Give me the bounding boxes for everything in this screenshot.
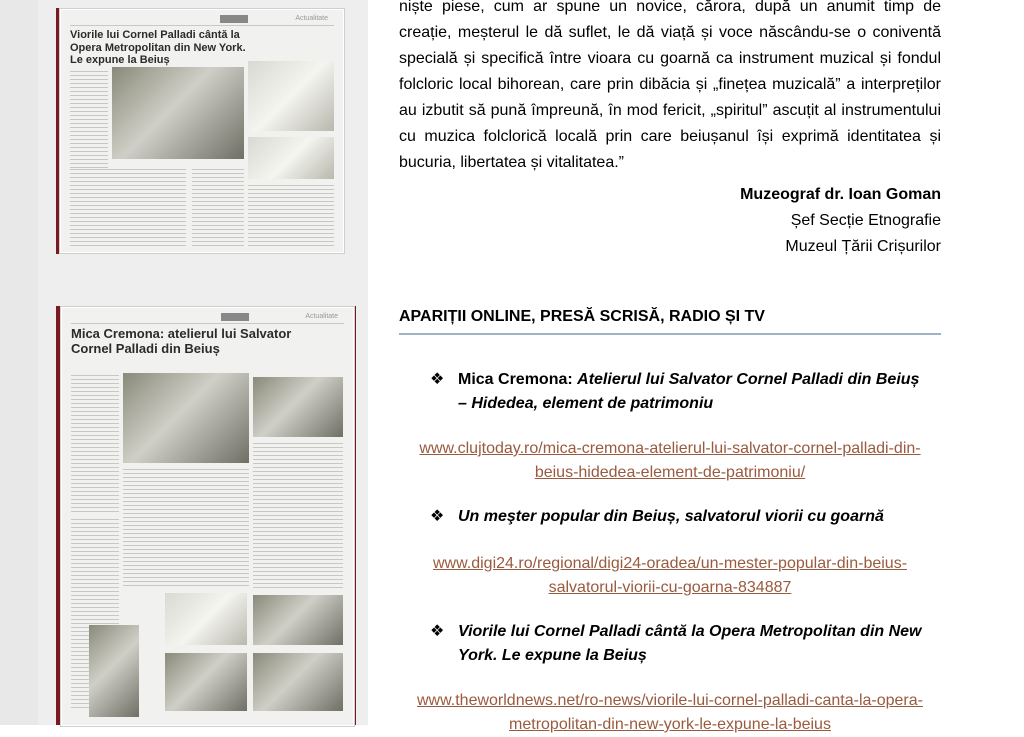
scan-masthead	[70, 15, 334, 26]
section-heading: APARIȚII ONLINE, PRESĂ SCRISĂ, RADIO ȘI TV	[399, 308, 941, 335]
item-title-cont: – Hidedea, element de patrimoniu	[458, 395, 714, 412]
scan-text-column	[70, 71, 108, 171]
item-link[interactable]: www.clujtoday.ro/mica-cremona-atelierul-lui-salvator-cornel-palladi-din- beius-hidedea-element-de-patrimoniu/	[419, 440, 921, 481]
scan-photo-portrait	[112, 67, 244, 159]
diamond-bullet-icon: ❖	[430, 623, 445, 640]
list-item	[430, 620, 945, 668]
list-item: ❖ Mica Cremona: Atelierul lui Salvator Cornel Palladi din Beiuș – Hidedea, element de patrimoniu	[430, 368, 945, 416]
scan-text-column	[70, 169, 186, 249]
item-title: Atelierul lui Salvator Cornel Palladi din Beiuș	[577, 371, 920, 388]
newspaper-logo	[221, 313, 249, 321]
scan-photo-violins	[165, 593, 247, 645]
item-title: Viorile lui Cornel Palladi cântă la Opera Metropolitan din New	[458, 623, 922, 640]
scan-section-label: Actualitate	[305, 313, 338, 320]
item-link[interactable]: www.theworldnews.net/ro-news/viorile-lui-cornel-palladi-canta-la-opera- metropolitan-din-new-york-le-expune-la-beius	[417, 692, 923, 733]
scan-headline: Mica Cremona: atelierul lui Salvator Cornel Palladi din Beiuș	[71, 326, 292, 356]
scan-photo-group	[123, 373, 249, 463]
scan-section-label: Actualitate	[295, 15, 328, 22]
article-paragraph: niște piese, cum ar spune un novice, cărora, după un anumit timp de creație, meșterul le dă suflet, le dă viață și voce născându-se o coniventă specială și specifică între vioara cu goarnă ca instrument muzical și fondul folcloric local bihorean, care prin dibăcia și „finețea muzicală” a interpreților au izbutit să pună împreună, în mod fericit, „spiritul” ascuțit al instrumentului cu muzica folclorică locală prin care beiușanul își exprimă identitatea și bucuria, libertatea și vitalitatea.”	[399, 0, 941, 171]
scan-photo-street	[253, 653, 343, 711]
item-link[interactable]: www.digi24.ro/regional/digi24-oradea/un-mester-popular-din-beius- salvatorul-viorii-cu-goarna-834887	[432, 555, 908, 596]
scan-text-column	[71, 375, 119, 513]
signature-role: Șef Secție Etnografie	[790, 212, 941, 229]
scan-text-column	[253, 443, 343, 589]
scan-photo-outdoor	[253, 595, 343, 645]
item-title-cont: York. Le expune la Beiuș	[458, 647, 647, 664]
diamond-bullet-icon: ❖	[430, 371, 445, 388]
scan-photo-people	[165, 653, 247, 711]
scan-text-column	[248, 185, 334, 247]
signature-name: Muzeograf dr. Ioan Goman	[740, 186, 941, 203]
left-gutter	[0, 0, 38, 725]
diamond-bullet-icon: ❖	[430, 508, 445, 525]
list-item	[430, 505, 945, 529]
scan-photo-violin-case	[89, 625, 139, 717]
scan-text-column	[192, 169, 244, 249]
scan-text-column	[123, 469, 249, 589]
scan-headline: Viorile lui Cornel Palladi cântă la Opera Metropolitan din New York. Le expune la Beiuș	[70, 29, 246, 67]
scan-photo-instruments	[248, 137, 334, 179]
newspaper-scan-1	[59, 8, 345, 254]
scan-photo-violins	[248, 61, 334, 131]
item-title: Un meşter popular din Beiuș, salvatorul viorii cu goarnă	[458, 508, 884, 525]
signature-institution: Muzeul Țării Crișurilor	[785, 238, 941, 255]
scan-masthead	[71, 313, 344, 324]
newspaper-scan-2	[60, 306, 355, 727]
newspaper-logo	[220, 15, 248, 23]
scan-photo-workshop	[253, 377, 343, 437]
